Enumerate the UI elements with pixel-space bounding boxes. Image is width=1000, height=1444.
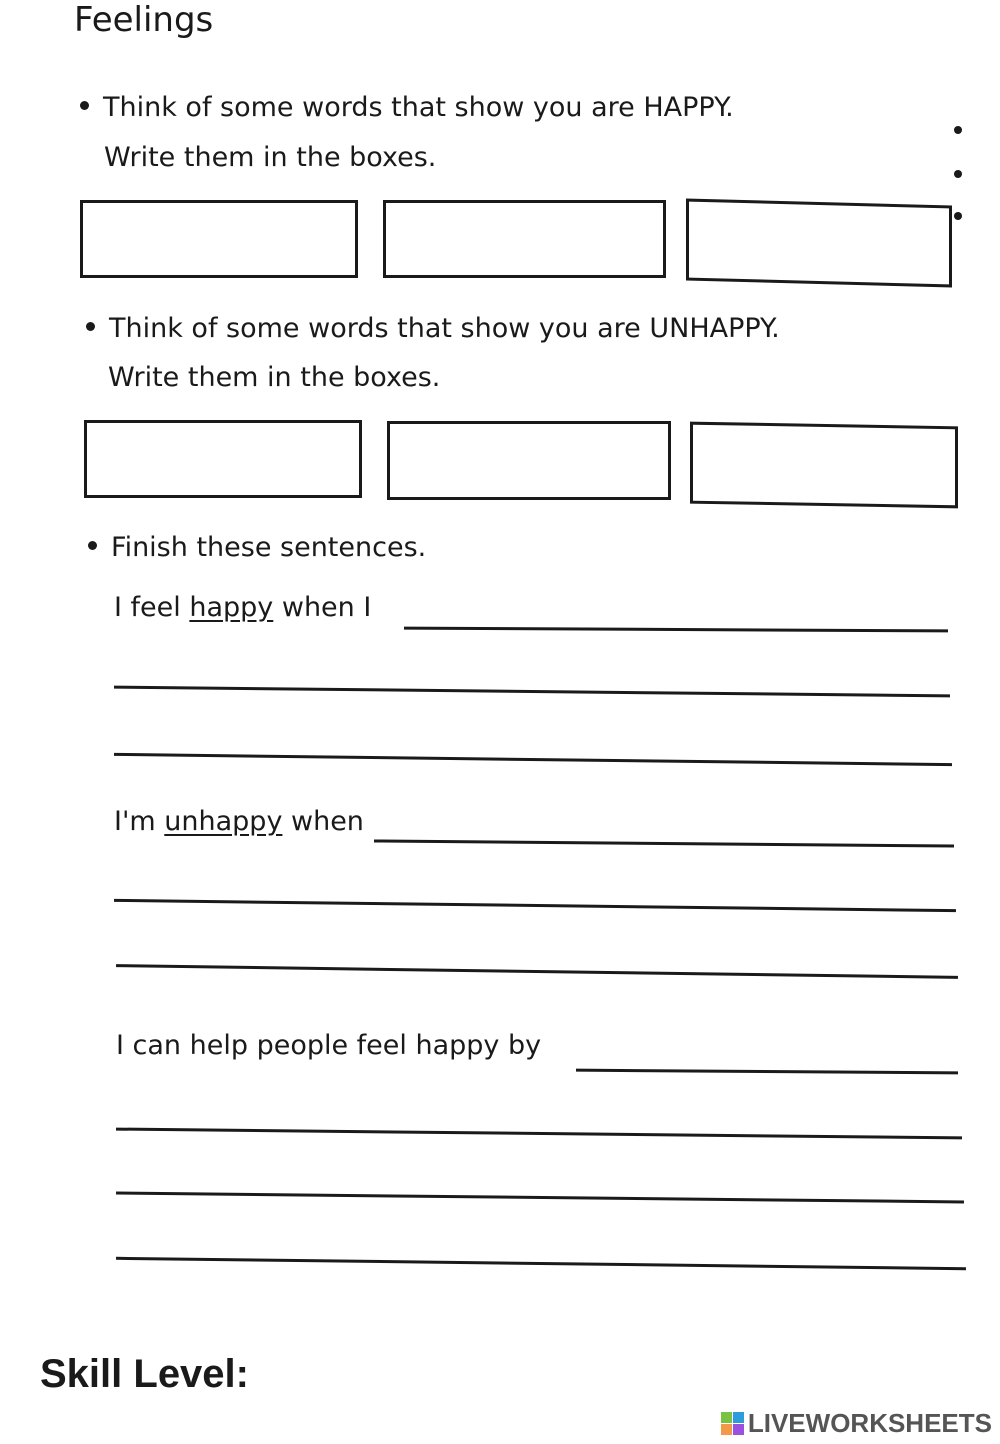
answer-line[interactable] [116, 1192, 964, 1204]
liveworksheets-logo: LIVEWORKSHEETS [721, 1408, 992, 1439]
finish-sentences-instruction: Finish these sentences. [88, 532, 426, 563]
answer-line[interactable] [116, 964, 958, 979]
answer-line[interactable] [404, 627, 948, 633]
skill-level-label: Skill Level: [40, 1352, 249, 1396]
happy-word-box-3[interactable] [686, 199, 952, 288]
answer-line[interactable] [576, 1069, 958, 1075]
answer-line[interactable] [114, 686, 950, 698]
answer-line[interactable] [374, 839, 954, 847]
bullet-icon [80, 101, 89, 110]
happy-instruction: Think of some words that show you are HAPPY. [80, 92, 734, 123]
answer-line[interactable] [114, 899, 956, 912]
liveworksheets-logo-icon [721, 1412, 744, 1435]
happy-word-box-2[interactable] [383, 200, 666, 278]
unhappy-instruction: Think of some words that show you are UNHAPPY. [86, 313, 780, 344]
unhappy-instruction-2: Write them in the boxes. [108, 362, 441, 393]
unhappy-word-box-1[interactable] [84, 420, 362, 498]
answer-line[interactable] [114, 753, 952, 766]
answer-line[interactable] [116, 1257, 966, 1270]
margin-dot [954, 126, 962, 134]
prompt-unhappy: I'm unhappy when [114, 806, 364, 837]
unhappy-word-box-3[interactable] [690, 422, 958, 509]
bullet-icon [86, 322, 95, 331]
happy-instruction-2: Write them in the boxes. [104, 142, 437, 173]
bullet-icon [88, 541, 97, 550]
answer-line[interactable] [116, 1128, 962, 1140]
happy-word-box-1[interactable] [80, 200, 358, 278]
prompt-happy: I feel happy when I [114, 592, 372, 623]
prompt-help-others: I can help people feel happy by [116, 1030, 542, 1061]
unhappy-word-box-2[interactable] [387, 421, 671, 500]
worksheet-title: Feelings [74, 0, 214, 40]
margin-dot [954, 170, 962, 178]
margin-dot [954, 212, 962, 220]
